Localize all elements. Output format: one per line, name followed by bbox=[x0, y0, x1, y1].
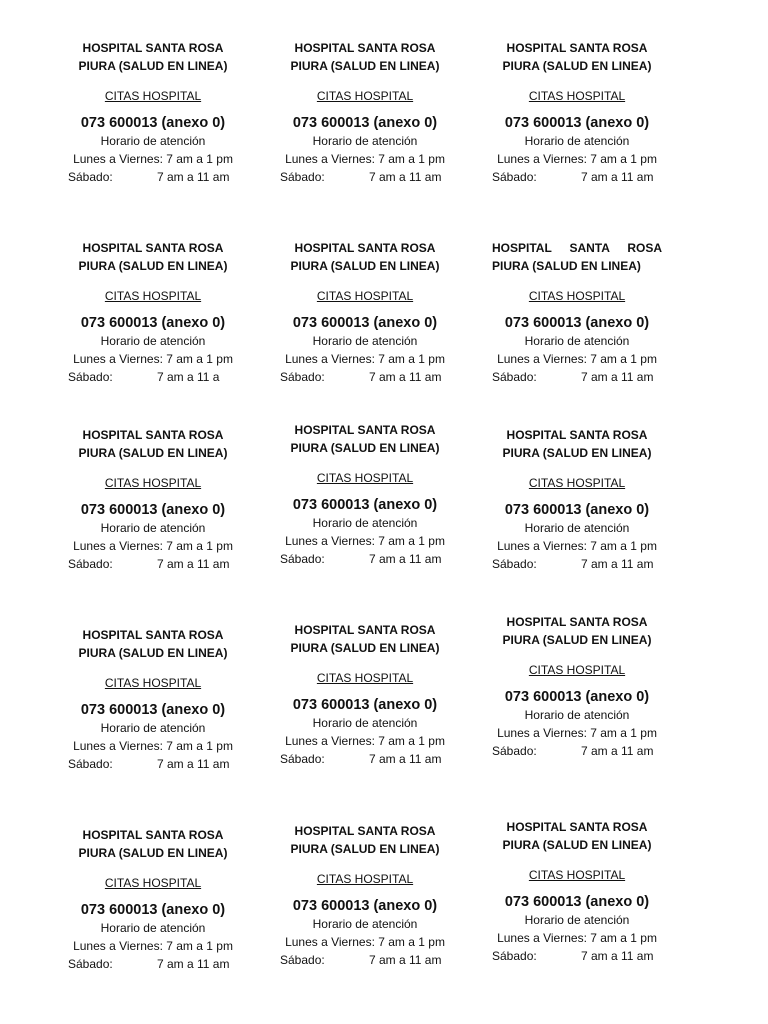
hospital-name bbox=[68, 826, 238, 862]
saturday-label: Sábado: bbox=[68, 557, 113, 571]
saturday-value: 7 am a 11 am bbox=[369, 552, 442, 566]
saturday-hours bbox=[68, 955, 238, 973]
card bbox=[492, 818, 662, 965]
phone-number: 073 600013 (anexo 0) bbox=[504, 894, 650, 910]
phone-number: 073 600013 (anexo 0) bbox=[292, 497, 438, 513]
hospital-name-line1: HOSPITAL SANTA ROSA bbox=[506, 615, 648, 629]
schedule-heading: Horario de atención bbox=[100, 921, 206, 935]
weekday-hours: Lunes a Viernes: 7 am a 1 pm bbox=[497, 539, 657, 553]
schedule-heading: Horario de atención bbox=[312, 716, 418, 730]
hospital-name-line1: HOSPITAL SANTA ROSA bbox=[82, 41, 224, 55]
saturday-hours bbox=[68, 368, 238, 386]
phone-number: 073 600013 (anexo 0) bbox=[292, 315, 438, 331]
saturday-value: 7 am a 11 am bbox=[581, 949, 654, 963]
hospital-name-line2: PIURA (SALUD EN LINEA) bbox=[290, 259, 440, 273]
saturday-label: Sábado: bbox=[492, 370, 537, 384]
hospital-name-line2: PIURA (SALUD EN LINEA) bbox=[502, 446, 652, 460]
schedule-heading: Horario de atención bbox=[524, 708, 630, 722]
saturday-value: 7 am a 11 am bbox=[581, 370, 654, 384]
hospital-name bbox=[280, 421, 450, 457]
weekday-hours: Lunes a Viernes: 7 am a 1 pm bbox=[497, 726, 657, 740]
saturday-hours bbox=[68, 555, 238, 573]
saturday-hours bbox=[492, 368, 662, 386]
card bbox=[68, 426, 238, 573]
saturday-value: 7 am a 11 am bbox=[157, 757, 230, 771]
phone-number: 073 600013 (anexo 0) bbox=[80, 702, 226, 718]
card bbox=[492, 426, 662, 573]
hospital-name-line1: HOSPITAL SANTA ROSA bbox=[82, 428, 224, 442]
phone-number: 073 600013 (anexo 0) bbox=[504, 502, 650, 518]
hospital-name-line1: HOSPITAL SANTA ROSA bbox=[294, 241, 436, 255]
hospital-name-line1: HOSPITAL SANTA ROSA bbox=[294, 423, 436, 437]
weekday-hours: Lunes a Viernes: 7 am a 1 pm bbox=[497, 152, 657, 166]
card bbox=[280, 39, 450, 186]
citas-label: CITAS HOSPITAL bbox=[104, 676, 202, 690]
schedule-heading: Horario de atención bbox=[524, 334, 630, 348]
hospital-name-line2: PIURA (SALUD EN LINEA) bbox=[78, 646, 228, 660]
saturday-value: 7 am a 11 am bbox=[369, 752, 442, 766]
saturday-label: Sábado: bbox=[280, 953, 325, 967]
citas-label: CITAS HOSPITAL bbox=[316, 471, 414, 485]
hospital-name-line1: HOSPITAL SANTA ROSA bbox=[82, 828, 224, 842]
saturday-hours bbox=[280, 951, 450, 969]
citas-label: CITAS HOSPITAL bbox=[104, 876, 202, 890]
card bbox=[68, 239, 238, 386]
saturday-value: 7 am a 11 am bbox=[157, 170, 230, 184]
schedule-heading: Horario de atención bbox=[100, 134, 206, 148]
schedule-heading: Horario de atención bbox=[524, 521, 630, 535]
hospital-name bbox=[68, 239, 238, 275]
phone-number: 073 600013 (anexo 0) bbox=[80, 902, 226, 918]
saturday-value: 7 am a 11 am bbox=[581, 744, 654, 758]
hospital-name-line2: PIURA (SALUD EN LINEA) bbox=[290, 59, 440, 73]
schedule-heading: Horario de atención bbox=[312, 917, 418, 931]
hospital-name-line1: HOSPITAL SANTA ROSA bbox=[492, 241, 662, 255]
card bbox=[280, 239, 450, 386]
card bbox=[68, 826, 238, 973]
saturday-hours bbox=[68, 168, 238, 186]
saturday-label: Sábado: bbox=[280, 552, 325, 566]
weekday-hours: Lunes a Viernes: 7 am a 1 pm bbox=[285, 352, 445, 366]
hospital-name bbox=[280, 239, 450, 275]
hospital-name bbox=[492, 39, 662, 75]
hospital-name bbox=[280, 39, 450, 75]
card bbox=[492, 39, 662, 186]
saturday-value: 7 am a 11 am bbox=[157, 957, 230, 971]
saturday-label: Sábado: bbox=[492, 744, 537, 758]
phone-number: 073 600013 (anexo 0) bbox=[504, 689, 650, 705]
hospital-name-line1: HOSPITAL SANTA ROSA bbox=[506, 428, 648, 442]
weekday-hours: Lunes a Viernes: 7 am a 1 pm bbox=[497, 931, 657, 945]
citas-label: CITAS HOSPITAL bbox=[104, 289, 202, 303]
saturday-label: Sábado: bbox=[68, 370, 113, 384]
saturday-value: 7 am a 11 am bbox=[369, 170, 442, 184]
saturday-hours bbox=[280, 168, 450, 186]
saturday-value: 7 am a 11 am bbox=[581, 557, 654, 571]
hospital-name bbox=[492, 613, 662, 649]
schedule-heading: Horario de atención bbox=[524, 913, 630, 927]
saturday-hours bbox=[280, 368, 450, 386]
hospital-name-line1: HOSPITAL SANTA ROSA bbox=[82, 241, 224, 255]
saturday-value: 7 am a 11 a bbox=[157, 370, 220, 384]
saturday-label: Sábado: bbox=[68, 757, 113, 771]
saturday-value: 7 am a 11 am bbox=[369, 370, 442, 384]
weekday-hours: Lunes a Viernes: 7 am a 1 pm bbox=[73, 939, 233, 953]
hospital-name-line2: PIURA (SALUD EN LINEA) bbox=[78, 446, 228, 460]
hospital-name-line1: HOSPITAL SANTA ROSA bbox=[506, 41, 648, 55]
phone-number: 073 600013 (anexo 0) bbox=[80, 502, 226, 518]
saturday-hours bbox=[68, 755, 238, 773]
saturday-label: Sábado: bbox=[280, 370, 325, 384]
citas-label: CITAS HOSPITAL bbox=[316, 289, 414, 303]
citas-label: CITAS HOSPITAL bbox=[104, 89, 202, 103]
phone-number: 073 600013 (anexo 0) bbox=[80, 115, 226, 131]
weekday-hours: Lunes a Viernes: 7 am a 1 pm bbox=[285, 534, 445, 548]
hospital-name-line2: PIURA (SALUD EN LINEA) bbox=[290, 842, 440, 856]
saturday-label: Sábado: bbox=[280, 170, 325, 184]
hospital-name-line2: PIURA (SALUD EN LINEA) bbox=[290, 441, 440, 455]
saturday-value: 7 am a 11 am bbox=[581, 170, 654, 184]
citas-label: CITAS HOSPITAL bbox=[316, 671, 414, 685]
saturday-value: 7 am a 11 am bbox=[369, 953, 442, 967]
saturday-hours bbox=[280, 750, 450, 768]
hospital-name-line1: HOSPITAL SANTA ROSA bbox=[294, 41, 436, 55]
hospital-name-line1: HOSPITAL SANTA ROSA bbox=[294, 623, 436, 637]
saturday-hours bbox=[492, 742, 662, 760]
card bbox=[280, 621, 450, 768]
hospital-name-line1: HOSPITAL SANTA ROSA bbox=[82, 628, 224, 642]
hospital-name bbox=[492, 239, 662, 275]
hospital-name bbox=[280, 822, 450, 858]
card bbox=[492, 613, 662, 760]
citas-label: CITAS HOSPITAL bbox=[528, 663, 626, 677]
citas-label: CITAS HOSPITAL bbox=[528, 868, 626, 882]
schedule-heading: Horario de atención bbox=[312, 134, 418, 148]
schedule-heading: Horario de atención bbox=[312, 516, 418, 530]
phone-number: 073 600013 (anexo 0) bbox=[504, 315, 650, 331]
card bbox=[68, 39, 238, 186]
citas-label: CITAS HOSPITAL bbox=[528, 89, 626, 103]
phone-number: 073 600013 (anexo 0) bbox=[292, 898, 438, 914]
weekday-hours: Lunes a Viernes: 7 am a 1 pm bbox=[285, 152, 445, 166]
saturday-label: Sábado: bbox=[280, 752, 325, 766]
weekday-hours: Lunes a Viernes: 7 am a 1 pm bbox=[73, 352, 233, 366]
hospital-name bbox=[492, 426, 662, 462]
hospital-name-line1: HOSPITAL SANTA ROSA bbox=[294, 824, 436, 838]
schedule-heading: Horario de atención bbox=[100, 721, 206, 735]
citas-label: CITAS HOSPITAL bbox=[316, 872, 414, 886]
phone-number: 073 600013 (anexo 0) bbox=[292, 697, 438, 713]
hospital-name-line2: PIURA (SALUD EN LINEA) bbox=[78, 846, 228, 860]
citas-label: CITAS HOSPITAL bbox=[104, 476, 202, 490]
weekday-hours: Lunes a Viernes: 7 am a 1 pm bbox=[497, 352, 657, 366]
phone-number: 073 600013 (anexo 0) bbox=[80, 315, 226, 331]
saturday-label: Sábado: bbox=[492, 557, 537, 571]
weekday-hours: Lunes a Viernes: 7 am a 1 pm bbox=[285, 734, 445, 748]
weekday-hours: Lunes a Viernes: 7 am a 1 pm bbox=[73, 739, 233, 753]
card bbox=[280, 822, 450, 969]
hospital-name bbox=[68, 39, 238, 75]
weekday-hours: Lunes a Viernes: 7 am a 1 pm bbox=[73, 152, 233, 166]
schedule-heading: Horario de atención bbox=[524, 134, 630, 148]
saturday-label: Sábado: bbox=[68, 170, 113, 184]
weekday-hours: Lunes a Viernes: 7 am a 1 pm bbox=[73, 539, 233, 553]
weekday-hours: Lunes a Viernes: 7 am a 1 pm bbox=[285, 935, 445, 949]
hospital-name-line2: PIURA (SALUD EN LINEA) bbox=[502, 838, 652, 852]
saturday-label: Sábado: bbox=[68, 957, 113, 971]
citas-label: CITAS HOSPITAL bbox=[528, 289, 626, 303]
saturday-label: Sábado: bbox=[492, 170, 537, 184]
saturday-hours bbox=[492, 168, 662, 186]
citas-label: CITAS HOSPITAL bbox=[528, 476, 626, 490]
hospital-name-line2: PIURA (SALUD EN LINEA) bbox=[502, 633, 652, 647]
saturday-hours bbox=[492, 947, 662, 965]
hospital-name-line2: PIURA (SALUD EN LINEA) bbox=[78, 59, 228, 73]
saturday-hours bbox=[280, 550, 450, 568]
hospital-name bbox=[68, 626, 238, 662]
saturday-label: Sábado: bbox=[492, 949, 537, 963]
schedule-heading: Horario de atención bbox=[100, 521, 206, 535]
saturday-hours bbox=[492, 555, 662, 573]
hospital-name-line2: PIURA (SALUD EN LINEA) bbox=[502, 59, 652, 73]
hospital-name-line2: PIURA (SALUD EN LINEA) bbox=[290, 641, 440, 655]
card bbox=[492, 239, 662, 386]
phone-number: 073 600013 (anexo 0) bbox=[504, 115, 650, 131]
hospital-name bbox=[280, 621, 450, 657]
hospital-name bbox=[492, 818, 662, 854]
schedule-heading: Horario de atención bbox=[312, 334, 418, 348]
citas-label: CITAS HOSPITAL bbox=[316, 89, 414, 103]
schedule-heading: Horario de atención bbox=[100, 334, 206, 348]
phone-number: 073 600013 (anexo 0) bbox=[292, 115, 438, 131]
hospital-name-line2: PIURA (SALUD EN LINEA) bbox=[492, 259, 641, 273]
saturday-value: 7 am a 11 am bbox=[157, 557, 230, 571]
card bbox=[280, 421, 450, 568]
hospital-name bbox=[68, 426, 238, 462]
hospital-name-line2: PIURA (SALUD EN LINEA) bbox=[78, 259, 228, 273]
hospital-name-line1: HOSPITAL SANTA ROSA bbox=[506, 820, 648, 834]
card bbox=[68, 626, 238, 773]
